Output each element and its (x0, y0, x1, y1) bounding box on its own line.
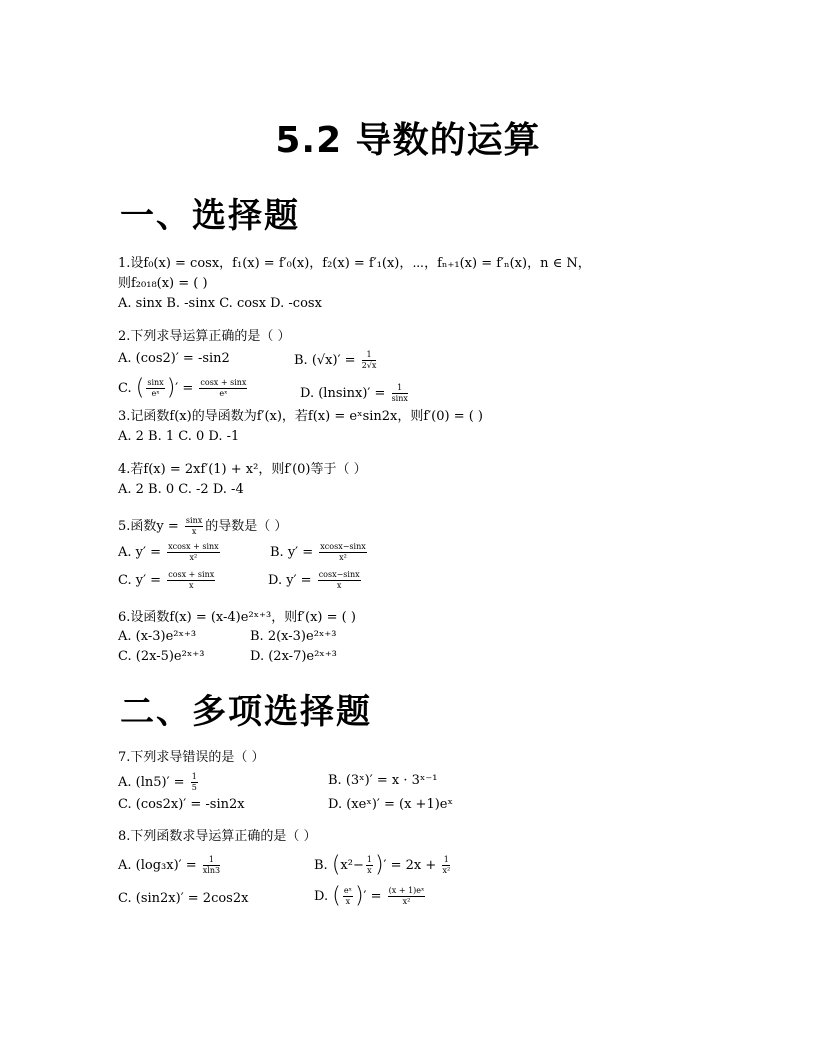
question-6-stem: 6.设函数f(x) = (x-4)e²ˣ⁺³，则f′(x) = ( ) (118, 610, 356, 625)
question-5-option-b: B. y′ = $\frac{xcosx-\sin x}{\text{x²}}$ (270, 542, 366, 562)
question-2-option-c: C. ( $\frac{\sin x}{\text{eˣ}}$ )′ = $\frac{\cos x + \sin x}{\text{eˣ}}$ (118, 375, 247, 401)
question-7-option-b: B. (3ˣ)′ = x · 3ˣ⁻¹ (328, 773, 438, 788)
question-8-stem: 8.下列函数求导运算正确的是（ ） (118, 829, 317, 844)
question-7-option-d: D. (xeˣ)′ = (x +1)eˣ (328, 797, 453, 812)
question-7-stem: 7.下列求导错误的是（ ） (118, 750, 265, 765)
question-6-option-a: A. (x-3)e²ˣ⁺³ (118, 629, 197, 644)
question-8-option-b: B. (x²− $\frac{1}{x}$ )′ = 2x + $\frac{1}{\text{x²}}$ (314, 852, 451, 878)
question-5-stem: 5.函数y = $\frac{\sin x}{x}$ 的导数是（ ） (118, 516, 288, 536)
question-1-stem: 1.设f₀(x) = cosx，f₁(x) = f′₀(x)，f₂(x) = f′₁(x)，⋯，fₙ₊₁(x) = f′ₙ(x)，n ∈ N， (118, 256, 591, 271)
question-2-option-d: D. (lnsinx)′ = $\frac{1}{\sin x}$ (300, 383, 408, 403)
question-8-option-a: A. (log₃x)′ = $\frac{1}{xln3}$ (118, 855, 221, 875)
question-2-option-a: A. (cos2)′ = -sin2 (118, 351, 230, 366)
question-2-stem: 2.下列求导运算正确的是（ ） (118, 329, 291, 344)
section-heading-single-choice: 一、选择题 (120, 196, 300, 236)
question-6-option-b: B. 2(x-3)e²ˣ⁺³ (250, 629, 337, 644)
question-4-options: A. 2 B. 0 C. -2 D. -4 (118, 482, 244, 497)
question-7-option-c: C. (cos2x)′ = -sin2x (118, 797, 245, 812)
question-5-option-a: A. y′ = $\frac{xcosx + \sin x}{\text{x²}}$ (118, 542, 219, 562)
question-5-option-c: C. y′ = $\frac{\cos x + \sin x}{x}$ (118, 570, 215, 590)
question-2-option-b: B. (√x)′ = $\frac{1}{2√x}$ (294, 350, 377, 370)
question-8-option-c: C. (sin2x)′ = 2cos2x (118, 891, 249, 906)
question-7-option-a: A. (ln5)′ = $\frac{1}{5}$ (118, 772, 197, 792)
question-4-stem: 4.若f(x) = 2xf′(1) + x²，则f′(0)等于（ ） (118, 462, 367, 477)
question-1-options: A. sinx B. -sinx C. cosx D. -cosx (118, 296, 322, 311)
page-title: 5.2 导数的运算 (275, 120, 541, 161)
question-6-option-d: D. (2x-7)e²ˣ⁺³ (250, 649, 337, 664)
section-heading-multi-choice: 二、多项选择题 (120, 692, 372, 732)
question-3-options: A. 2 B. 1 C. 0 D. -1 (118, 429, 240, 444)
question-8-option-d: D. ( $\frac{\text{eˣ}}{x}$ )′ = $\frac{\text{(x + 1)eˣ}}{\text{x²}}$ (314, 883, 425, 909)
question-1-stem-cont: 则f₂₀₁₈(x) = ( ) (118, 276, 208, 291)
question-6-option-c: C. (2x-5)e²ˣ⁺³ (118, 649, 205, 664)
question-5-option-d: D. y′ = $\frac{\cos x-\sin x}{x}$ (268, 570, 360, 590)
question-3-stem: 3.记函数f(x)的导函数为f′(x)，若f(x) = eˣsin2x，则f′(0) = ( ) (118, 409, 483, 424)
